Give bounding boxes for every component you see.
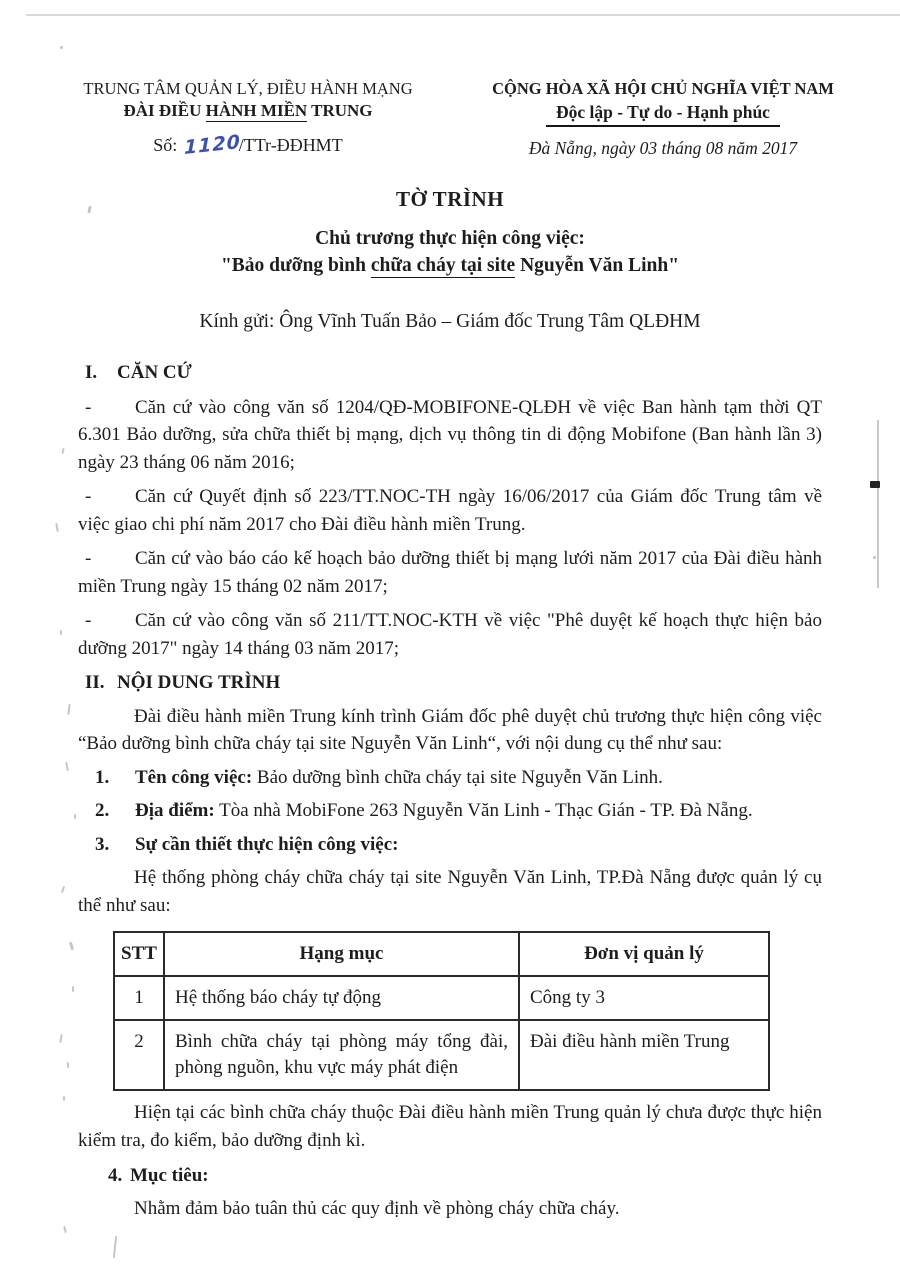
item-su-can-thiet: 3. Sự cần thiết thực hiện công việc:: [95, 833, 399, 855]
subtitle-line1: Chủ trương thực hiện công việc:: [315, 228, 585, 249]
scan-right-hairline: [877, 420, 879, 588]
scan-speck: [59, 1034, 63, 1043]
national-title: CỘNG HÒA XÃ HỘI CHỦ NGHĨA VIỆT NAM: [492, 79, 834, 98]
scan-speck: [74, 814, 76, 819]
can-cu-item-4: - Căn cứ vào công văn số 211/TT.NOC-KTH về việc "Phê duyệt kế hoạch thực hiện bảo dưỡng 2017" ngày 14 tháng 03 năm 2017;: [78, 607, 822, 662]
scan-speck: [873, 556, 876, 559]
subtitle-line2: "Bảo dưỡng bình chữa cháy tại site Nguyễn Văn Linh": [220, 255, 680, 276]
scan-speck: [67, 704, 71, 715]
bullet-dash: -: [85, 610, 92, 631]
national-header-block: [448, 78, 878, 159]
scan-edge-line: [26, 14, 900, 16]
scan-speck: [69, 942, 74, 951]
management-table: [113, 931, 770, 1091]
scan-speck: [60, 46, 63, 49]
document-number-line: [52, 130, 444, 160]
document-title: TỜ TRÌNH: [395, 187, 505, 211]
scan-speck: [63, 1226, 67, 1233]
scan-speck: [55, 523, 59, 532]
table-header-don-vi: Đơn vị quản lý: [519, 932, 769, 976]
item-dia-diem: 2. Địa điểm: Tòa nhà MobiFone 263 Nguyễn Văn Linh - Thạc Gián - TP. Đà Nẵng.: [95, 800, 753, 821]
table-header-stt: STT: [114, 932, 164, 976]
su-can-thiet-paragraph: Hệ thống phòng cháy chữa cháy tại site Nguyễn Văn Linh, TP.Đà Nẵng được quản lý cụ thể như sau:: [78, 867, 822, 916]
can-cu-item-3: - Căn cứ vào báo cáo kế hoạch bảo dưỡng thiết bị mạng lưới năm 2017 của Đài điều hành miền Trung ngày 15 tháng 02 năm 2017;: [78, 545, 822, 600]
item-ten-cong-viec: 1. Tên công việc: Bảo dưỡng bình chữa cháy tại site Nguyễn Văn Linh.: [95, 766, 663, 788]
org-parent-name: TRUNG TÂM QUẢN LÝ, ĐIỀU HÀNH MẠNG: [83, 79, 413, 98]
scan-speck: [60, 630, 62, 635]
national-motto: Độc lập - Tự do - Hạnh phúc: [546, 101, 780, 127]
row1-stt: 1: [114, 976, 164, 1020]
row1-don-vi: Công ty 3: [519, 976, 769, 1020]
section-heading-can-cu: I. CĂN CỨ: [85, 362, 192, 383]
row1-hang-muc: Hệ thống báo cháy tự động: [164, 976, 519, 1020]
bullet-dash: -: [85, 396, 92, 418]
doc-number-label: Số:: [153, 135, 182, 155]
table-row: [114, 976, 769, 1020]
noi-dung-intro: Đài điều hành miền Trung kính trình Giám đốc phê duyệt chủ trương thực hiện công việc “Bảo dưỡng bình chữa cháy tại site Nguyễn Văn Linh“, với nội dung cụ thể như sau:: [78, 705, 822, 754]
can-cu-item-1: - Căn cứ vào công văn số 1204/QĐ-MOBIFONE-QLĐH về việc Ban hành tạm thời QT 6.301 Bảo dưỡng, sửa chữa thiết bị mạng, dịch vụ thông tin di động Mobifone (Ban hành lần 3) ngày 23 tháng 06 năm 2016;: [78, 394, 822, 477]
recipient-line: Kính gửi: Ông Vĩnh Tuấn Bảo – Giám đốc Trung Tâm QLĐHM: [199, 311, 701, 332]
scan-speck: [67, 1062, 70, 1068]
handwritten-doc-number: 1120: [183, 130, 241, 160]
item-muc-tieu: 4. Mục tiêu:: [108, 1165, 209, 1186]
section-heading-noi-dung: II. NỘI DUNG TRÌNH: [85, 672, 281, 693]
scan-speck: [65, 762, 69, 771]
scan-speck: [61, 886, 65, 893]
row2-hang-muc: Bình chữa cháy tại phòng máy tổng đài, phòng nguồn, khu vực máy phát điện: [164, 1020, 519, 1090]
after-table-paragraph: Hiện tại các bình chữa cháy thuộc Đài điều hành miền Trung quản lý chưa được thực hiện kiểm tra, đo kiểm, bảo dưỡng định kì.: [78, 1102, 822, 1151]
muc-tieu-paragraph: Nhằm đảm bảo tuân thủ các quy định về phòng cháy chữa cháy.: [134, 1197, 620, 1219]
bullet-dash: -: [85, 548, 92, 569]
bullet-dash: -: [85, 486, 92, 507]
scan-speck: [61, 448, 64, 454]
place-date-line: Đà Nẵng, ngày 03 tháng 08 năm 2017: [528, 138, 798, 158]
issuing-org-block: [52, 78, 444, 159]
scan-speck: [113, 1236, 117, 1258]
document-subtitle: [0, 225, 900, 279]
row2-stt: 2: [114, 1020, 164, 1090]
scan-right-mark: [870, 481, 880, 488]
scan-speck: [72, 986, 74, 992]
title-block: [0, 187, 900, 333]
row2-don-vi: Đài điều hành miền Trung: [519, 1020, 769, 1090]
doc-number-suffix: /TTr-ĐĐHMT: [238, 135, 343, 155]
org-unit-name: ĐÀI ĐIỀU HÀNH MIỀN TRUNG: [123, 101, 373, 120]
table-header-hang-muc: Hạng mục: [164, 932, 519, 976]
can-cu-item-2: - Căn cứ Quyết định số 223/TT.NOC-TH ngày 16/06/2017 của Giám đốc Trung tâm về việc giao chi phí năm 2017 cho Đài điều hành miền Trung.: [78, 483, 822, 538]
scan-speck: [63, 1096, 65, 1101]
document-header: [0, 0, 900, 159]
table-header-row: [114, 932, 769, 976]
table-row: [114, 1020, 769, 1090]
document-body: [78, 359, 822, 1222]
